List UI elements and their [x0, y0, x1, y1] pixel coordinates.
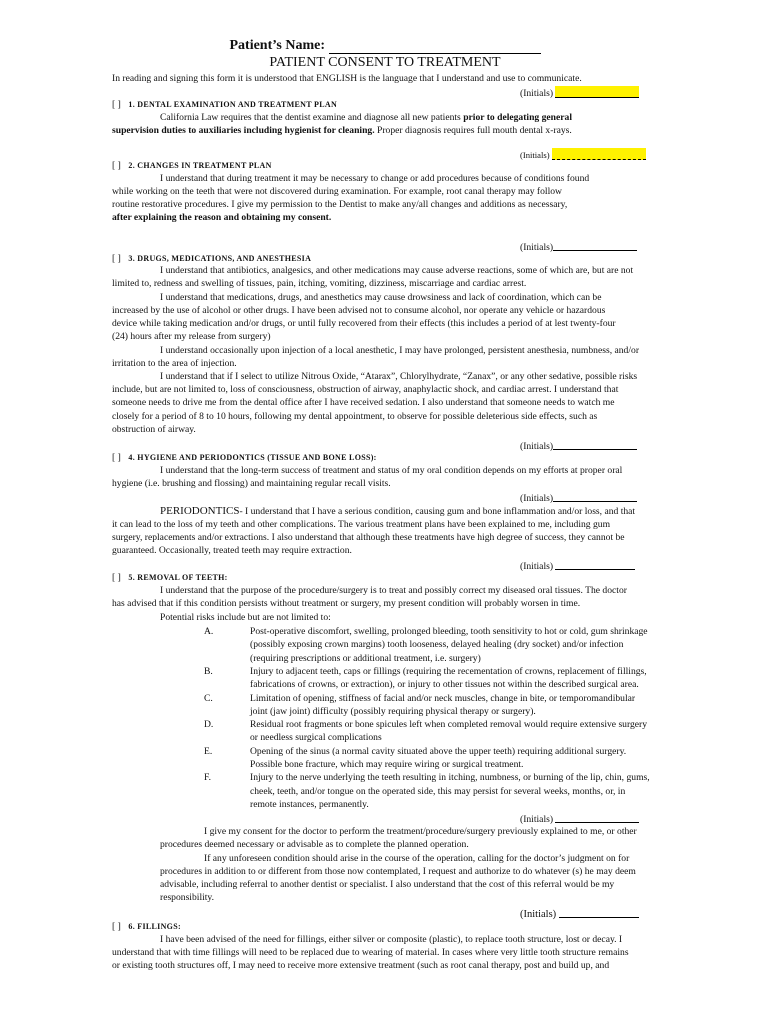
- risk-letter: B.: [204, 665, 213, 677]
- s3-line-6: (24) hours after my release from surgery): [112, 331, 271, 342]
- s2-line-1: I understand that during treatment it may be necessary to change or add procedures because of conditions found: [160, 173, 590, 184]
- risk-line: Possible bone fracture, which may require wiring or surgical treatment.: [250, 759, 524, 770]
- s1-line-2: [112, 125, 572, 137]
- consent-line-3: If any unforeseen condition should arise in the course of the operation, calling for the doctor’s judgment on for: [204, 853, 630, 864]
- consent-line-5: advisable, including referral to another dentist or specialist. I also understand that the cost of this referral would be my: [160, 879, 615, 890]
- patient-name-label: Patient’s Name:: [229, 38, 325, 53]
- s3-line-8: irritation to the area of injection.: [112, 358, 237, 369]
- initials-row-s4: [520, 491, 637, 505]
- section-5-checkbox[interactable]: [ ]: [112, 572, 121, 583]
- section-2-checkbox[interactable]: [ ]: [112, 160, 121, 171]
- initials-field-s2[interactable]: [553, 240, 637, 251]
- risk-line: remote instances, permanently.: [250, 798, 369, 810]
- section-5-heading-row: [112, 572, 228, 584]
- s3-line-3: I understand that medications, drugs, and anesthetics may cause drowsiness and lack of coordination, which can be: [160, 292, 602, 303]
- initials-field-consent[interactable]: [559, 907, 639, 918]
- s5-line-3: Potential risks include but are not limited to:: [160, 612, 331, 623]
- consent-line-2: procedures deemed necessary or advisable as to complete the planned operation.: [160, 839, 469, 850]
- risk-line: Injury to adjacent teeth, caps or fillings (requiring the recementation of crowns, replacement of fillings,: [250, 665, 647, 677]
- initials-field-intro[interactable]: [555, 86, 639, 98]
- s6-line-1: I have been advised of the need for fillings, either silver or composite (plastic), to replace tooth structure, lost or decay. I: [160, 934, 623, 945]
- s3-line-12: closely for a period of 8 to 10 hours, following my dental appointment, to observe for possible deleterious side effects, such as: [112, 411, 598, 422]
- initials-field-s1[interactable]: [552, 148, 646, 160]
- initials-row-s3: [520, 439, 637, 453]
- initials-row-s5: [520, 812, 639, 826]
- section-4-checkbox[interactable]: [ ]: [112, 452, 121, 463]
- initials-row-s1: [520, 148, 646, 161]
- consent-line-4: procedures in addition to or different from those now contemplated, I request and authorize to do whatever (s) he may deem: [160, 866, 636, 877]
- s2-line-4: after explaining the reason and obtaining my consent.: [112, 212, 332, 223]
- initials-label: (Initials): [520, 493, 554, 504]
- perio-line-1-text: - I understand that I have a serious condition, causing gum and bone inflammation and/or loss, and that: [239, 506, 636, 517]
- perio-line-2: it can lead to the loss of my teeth and other complications. The various treatment plans have been explained to me, including gum: [112, 519, 611, 530]
- s4-line-2: hygiene (i.e. brushing and flossing) and maintaining regular recall visits.: [112, 478, 391, 489]
- section-1-heading-row: [112, 99, 337, 111]
- s3-line-11: someone needs to drive me from the dental office after I have received sedation. I also understand that someone needs to watch me: [112, 397, 615, 408]
- initials-field-s5[interactable]: [555, 812, 639, 823]
- initials-label: (Initials): [520, 150, 550, 160]
- section-4-heading-row: [112, 452, 377, 464]
- s1-line-1b: prior to delegating general: [463, 112, 572, 123]
- risk-letter: C.: [204, 692, 213, 704]
- intro-text: In reading and signing this form it is understood that ENGLISH is the language that I understand and use to communicate.: [112, 73, 582, 84]
- section-5-heading: 5. REMOVAL OF TEETH:: [128, 573, 228, 582]
- risk-line: Limitation of opening, stiffness of facial and/or neck muscles, change in bite, or temporomandibular: [250, 692, 636, 704]
- risk-line: joint (jaw joint) difficulty (possibly requiring physical therapy or surgery).: [250, 705, 536, 717]
- risk-line: Post-operative discomfort, swelling, prolonged bleeding, tooth sensitivity to hot or cold, gum shrinkage: [250, 626, 648, 637]
- section-3-checkbox[interactable]: [ ]: [112, 253, 121, 264]
- patient-name-field[interactable]: [329, 39, 541, 54]
- initials-label: (Initials): [520, 88, 554, 99]
- initials-row-intro: [520, 86, 639, 100]
- section-1-checkbox[interactable]: [ ]: [112, 99, 121, 110]
- risk-letter: D.: [204, 719, 214, 731]
- perio-line-1: [160, 505, 635, 518]
- risk-line: Injury to the nerve underlying the teeth resulting in itching, numbness, or burning of the lip, chin, gums,: [250, 772, 650, 784]
- section-2-heading-row: [112, 160, 272, 172]
- initials-field-s4[interactable]: [553, 491, 637, 502]
- form-title: PATIENT CONSENT TO TREATMENT: [269, 55, 501, 70]
- section-4-heading: 4. HYGIENE AND PERIODONTICS (TISSUE AND BONE LOSS):: [128, 453, 377, 462]
- risk-line: cheek, teeth, and/or tongue on the operated side, this may persist for several weeks, months, or, in: [250, 785, 626, 797]
- s3-line-1: I understand that antibiotics, analgesics, and other medications may cause adverse reactions, some of which are, but are not: [160, 265, 634, 276]
- section-6-checkbox[interactable]: [ ]: [112, 921, 121, 932]
- initials-label: (Initials): [520, 242, 554, 253]
- risk-letter: A.: [204, 626, 214, 637]
- s3-line-9: I understand that if I select to utilize Nitrous Oxide, “Atarax”, Chlorylhydrate, “Zanax”, or any other sedative, possible risks: [160, 371, 638, 382]
- risk-line: or needless surgical complications: [250, 732, 382, 744]
- s1-line-1a: California Law requires that the dentist examine and diagnose all new patients: [160, 112, 464, 123]
- section-3-heading: 3. DRUGS, MEDICATIONS, AND ANESTHESIA: [128, 254, 312, 263]
- section-1-heading: 1. DENTAL EXAMINATION AND TREATMENT PLAN: [128, 100, 338, 109]
- s1-line-2a: supervision duties to auxiliaries including hygienist for cleaning.: [112, 125, 375, 136]
- s1-line-2b: Proper diagnosis requires full mouth dental x-rays.: [374, 125, 572, 136]
- s3-line-10: include, but are not limited to, loss of consciousness, obstruction of airway, anaphylactic shock, and cardiac arrest. I understand that: [112, 384, 619, 395]
- s6-line-3: or existing tooth structures off, I may need to receive more extensive treatment (such as root canal therapy, post and build up, and: [112, 960, 610, 971]
- s5-line-1: I understand that the purpose of the procedure/surgery is to treat and possibly correct my diseased oral tissues. The doctor: [160, 585, 627, 596]
- s4-line-1: I understand that the long-term success of treatment and status of my oral condition depends on my efforts at proper oral: [160, 465, 623, 476]
- risk-line: Opening of the sinus (a normal cavity situated above the upper teeth) requiring additional surgery.: [250, 745, 627, 757]
- s2-line-2: while working on the teeth that were not discovered during examination. For example, root canal therapy may follow: [112, 186, 562, 197]
- risk-letter: E.: [204, 745, 213, 757]
- s6-line-2: understand that with time fillings will need to be replaced due to wearing of material. In cases where very little tooth structure remains: [112, 947, 629, 958]
- s3-line-2: limited to, redness and swelling of tissues, pain, itching, vomiting, dizziness, miscarriage and cardiac arrest.: [112, 278, 527, 289]
- section-6-heading: 6. FILLINGS:: [128, 922, 181, 931]
- initials-label: (Initials): [520, 561, 554, 572]
- s5-line-2: has advised that if this condition persists without treatment or surgery, my present condition will probably worsen in time.: [112, 598, 581, 609]
- perio-line-4: guaranteed. Occasionally, treated teeth may require extraction.: [112, 545, 352, 556]
- section-6-heading-row: [112, 921, 181, 933]
- initials-row-consent: [520, 907, 639, 921]
- perio-line-3: surgery, replacements and/or extractions. I also understand that although these treatments have high degree of success, they cannot be: [112, 532, 625, 543]
- s3-line-13: obstruction of airway.: [112, 424, 196, 435]
- s3-line-5: device while taking medication and/or drugs, or until fully recovered from their effects (this includes a period of at lest twenty-four: [112, 318, 616, 329]
- s3-line-7: I understand occasionally upon injection of a local anesthetic, I may have prolonged, persistent anesthesia, numbness, and/or: [160, 345, 640, 356]
- s1-line-1: [160, 112, 572, 124]
- patient-name-row: [0, 38, 770, 54]
- initials-label: (Initials): [520, 814, 554, 825]
- initials-label: (Initials): [520, 909, 557, 920]
- consent-line-1: I give my consent for the doctor to perform the treatment/procedure/surgery previously explained to me, or other: [204, 826, 637, 837]
- section-2-heading: 2. CHANGES IN TREATMENT PLAN: [128, 161, 272, 170]
- s3-line-4: increased by the use of alcohol or other drugs. I have been advised not to consume alcohol, nor operate any vehicle or hazardous: [112, 305, 606, 316]
- consent-line-6: responsibility.: [160, 892, 215, 903]
- initials-row-perio: [520, 559, 635, 573]
- risk-line: fabrications of crowns, or extraction), or injury to other tissues not within the described surgical area.: [250, 679, 639, 691]
- initials-label: (Initials): [520, 441, 554, 452]
- periodontics-label: PERIODONTICS: [160, 505, 240, 517]
- initials-field-s3[interactable]: [553, 439, 637, 450]
- s2-line-3: routine restorative procedures. I give my permission to the Dentist to make any/all changes and additions as necessary,: [112, 199, 568, 210]
- section-3-heading-row: [112, 253, 311, 265]
- initials-field-perio[interactable]: [555, 559, 635, 570]
- initials-row-s2: [520, 240, 637, 254]
- risk-letter: F.: [204, 772, 211, 784]
- risk-line: (possibly exposing crown margins) tooth looseness, delayed healing (dry socket) and/or infection: [250, 639, 624, 651]
- risk-line: Residual root fragments or bone spicules left when completed removal would require extensive surgery: [250, 719, 648, 731]
- risk-line: (requiring prescriptions or additional treatment, i.e. surgery): [250, 652, 481, 664]
